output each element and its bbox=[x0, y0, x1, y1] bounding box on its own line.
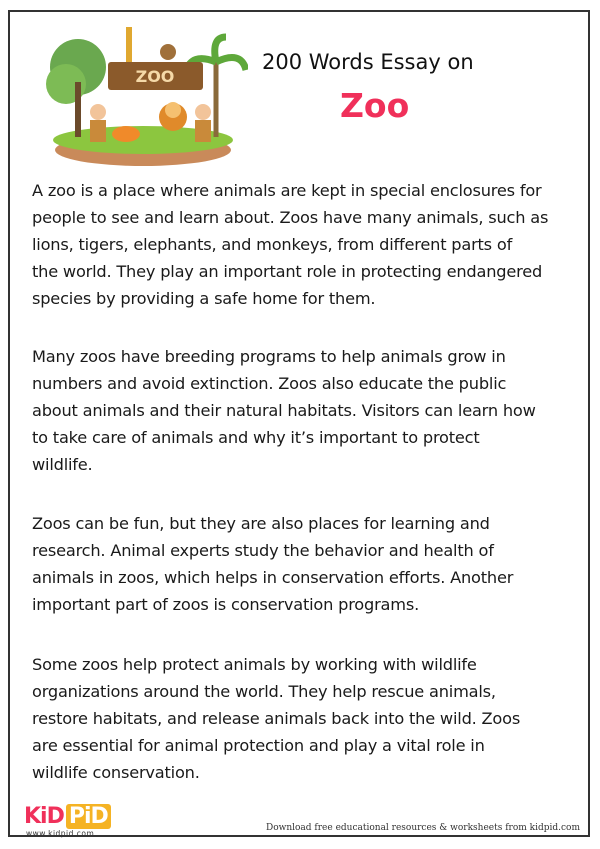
logo-pid: PiD bbox=[66, 804, 111, 829]
text-line: wildlife. bbox=[32, 455, 93, 474]
text-line: research. Animal experts study the behavior and health of bbox=[32, 541, 494, 560]
footer-note: Download free educational resources & worksheets from kidpid.com bbox=[266, 823, 580, 833]
site-url: www.kidpid.com bbox=[26, 829, 95, 838]
kidpid-logo bbox=[24, 804, 111, 829]
text-line: about animals and their natural habitats. Visitors can learn how bbox=[32, 401, 536, 420]
text-line: species by providing a safe home for them. bbox=[32, 289, 376, 308]
text-line: to take care of animals and why it’s important to protect bbox=[32, 428, 480, 447]
paragraph-4 bbox=[32, 651, 520, 786]
text-line: people to see and learn about. Zoos have many animals, such as bbox=[32, 208, 549, 227]
text-line: A zoo is a place where animals are kept in special enclosures for bbox=[32, 181, 542, 200]
text-line: animals in zoos, which helps in conservation efforts. Another bbox=[32, 568, 514, 587]
paragraph-2 bbox=[32, 343, 536, 478]
logo-kid: KiD bbox=[24, 804, 64, 829]
text-line: Zoos can be fun, but they are also places for learning and bbox=[32, 514, 490, 533]
essay-title: Zoo bbox=[340, 86, 410, 125]
text-line: important part of zoos is conservation programs. bbox=[32, 595, 420, 614]
zoo-illustration bbox=[38, 22, 248, 172]
text-line: lions, tigers, elephants, and monkeys, from different parts of bbox=[32, 235, 513, 254]
text-line: numbers and avoid extinction. Zoos also educate the public bbox=[32, 374, 507, 393]
text-line: Some zoos help protect animals by working with wildlife bbox=[32, 655, 477, 674]
zoo-sign: ZOO bbox=[135, 67, 175, 86]
text-line: organizations around the world. They help rescue animals, bbox=[32, 682, 496, 701]
text-line: restore habitats, and release animals back into the wild. Zoos bbox=[32, 709, 521, 728]
text-line: are essential for animal protection and play a vital role in bbox=[32, 736, 485, 755]
paragraph-1 bbox=[32, 177, 548, 312]
text-line: Many zoos have breeding programs to help animals grow in bbox=[32, 347, 506, 366]
essay-subtitle: 200 Words Essay on bbox=[262, 50, 474, 74]
text-line: the world. They play an important role in protecting endangered bbox=[32, 262, 543, 281]
paragraph-3 bbox=[32, 510, 513, 618]
text-line: wildlife conservation. bbox=[32, 763, 200, 782]
